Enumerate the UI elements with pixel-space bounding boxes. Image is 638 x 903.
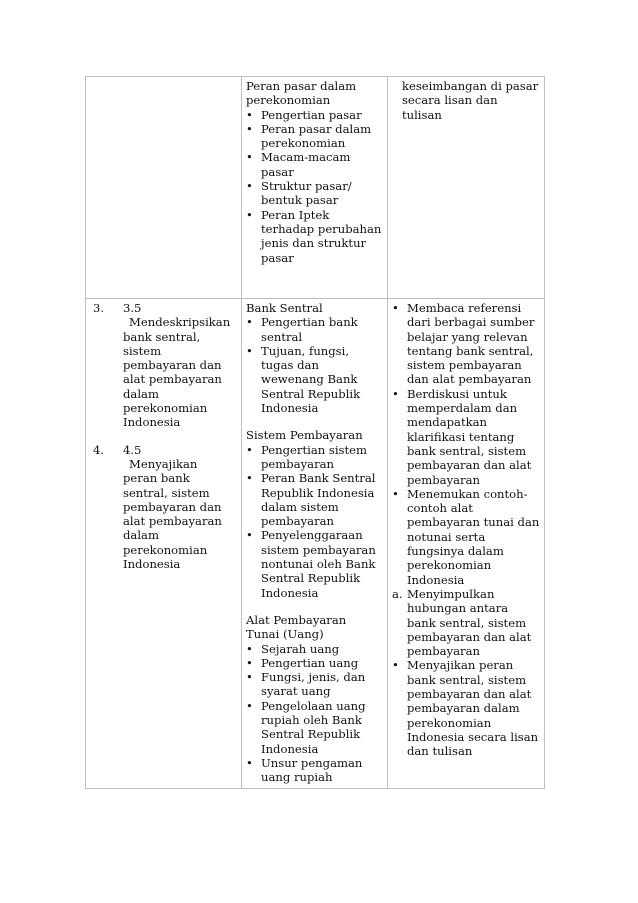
bullet-icon: •	[391, 486, 399, 501]
kd-item	[90, 301, 237, 430]
materi-lead: Peran pasar dalam perekonomian	[246, 79, 357, 108]
bullet-icon: •	[246, 150, 253, 165]
table-cell-kd	[86, 299, 242, 789]
list-item: • Peran pasar dalam perekonomian	[246, 121, 372, 151]
bullet-icon: •	[246, 670, 253, 685]
list-item: • Pengertian uang	[246, 655, 359, 670]
list-item: • Membaca referensi dari berbagai sumber belajar yang relevan tentang bank sentral, sistem pembayaran dan alat pembayaran	[391, 301, 535, 387]
list-item: • Sejarah uang	[246, 641, 340, 656]
bullet-icon: •	[246, 107, 253, 122]
kd-item	[90, 443, 237, 572]
table-cell-kegiatan	[387, 299, 544, 789]
list-item: • Berdiskusi untuk memperdalam dan mendapatkan klarifikasi tentang bank sentral, sistem pembayaran dan alat pembayaran	[391, 386, 532, 487]
kegiatan-lead: keseimbangan di pasar secara lisan dan tulisan	[401, 79, 539, 122]
bullet-icon: •	[246, 641, 253, 656]
list-item: • Menemukan contoh-contoh alat pembayaran tunai dan notunai serta fungsinya dalam perekonomian Indonesia	[391, 486, 540, 587]
kd-code: 3.5	[123, 301, 142, 315]
bullet-icon: •	[246, 207, 253, 222]
table-cell-materi	[242, 299, 388, 789]
list-item: • Menyajikan peran bank sentral, sistem pembayaran dan alat pembayaran dalam perekonomian Indonesia secara lisan dan tulisan	[391, 658, 539, 759]
table-cell-kd	[86, 77, 242, 299]
list-marker: a.	[391, 586, 403, 601]
kd-code: 4.5	[123, 442, 142, 457]
kd-number: 4.	[93, 442, 105, 457]
table-cell-kegiatan	[387, 77, 544, 299]
bullet-icon: •	[391, 386, 399, 401]
bullet-icon: •	[246, 528, 253, 543]
bullet-icon: •	[246, 442, 253, 457]
bullet-icon: •	[246, 315, 253, 330]
bullet-icon: •	[246, 471, 253, 486]
list-item: • Peran Iptek terhadap perubahan jenis dan struktur pasar	[246, 207, 382, 265]
bullet-icon: •	[246, 343, 253, 358]
bullet-icon: •	[246, 121, 253, 136]
list-item: • Pengertian bank sentral	[246, 315, 358, 344]
list-item: a. Menyimpulkan hubungan antara bank sentral, sistem pembayaran dan alat pembayaran	[391, 586, 532, 659]
list-item: • Peran Bank Sentral Republik Indonesia dalam sistem pembayaran	[246, 471, 376, 529]
list-item: • Pengelolaan uang rupiah oleh Bank Sentral Republik Indonesia	[246, 698, 366, 756]
bullet-icon: •	[246, 698, 253, 713]
bullet-icon: •	[246, 179, 253, 194]
list-item: • Unsur pengaman uang rupiah	[246, 755, 363, 785]
bullet-icon: •	[246, 755, 253, 770]
section-heading: Alat Pembayaran Tunai (Uang)	[246, 612, 347, 642]
list-item: • Penyelenggaraan sistem pembayaran nontunai oleh Bank Sentral Republik Indonesia	[246, 528, 376, 600]
table-row	[86, 77, 545, 299]
list-item: • Pengertian pasar	[246, 107, 362, 122]
list-item: • Tujuan, fungsi, tugas dan wewenang Bank Sentral Republik Indonesia	[246, 343, 361, 416]
kd-number: 3.	[93, 301, 105, 315]
list-item: • Fungsi, jenis, dan syarat uang	[246, 670, 366, 699]
section-heading: Sistem Pembayaran	[246, 428, 363, 443]
list-item: • Macam-macam pasar	[246, 150, 351, 179]
kd-description: bank sentral, sistem pembayaran dan alat pembayaran dalam perekonomian Indonesia	[123, 329, 222, 430]
bullet-icon: •	[246, 655, 253, 670]
bullet-icon: •	[391, 658, 399, 673]
table-cell-materi	[242, 77, 388, 299]
section-heading: Bank Sentral	[246, 301, 323, 315]
kd-verb: Menyajikan	[129, 456, 198, 471]
kd-verb: Mendeskripsikan	[129, 315, 231, 330]
table-row	[86, 299, 545, 789]
list-item: • Struktur pasar/ bentuk pasar	[246, 179, 352, 208]
list-item: • Pengertian sistem pembayaran	[246, 442, 368, 471]
bullet-icon: •	[391, 301, 399, 315]
kd-description: peran bank sentral, sistem pembayaran dan alat pembayaran dalam perekonomian Indonesia	[123, 471, 222, 572]
syllabus-table	[85, 76, 545, 789]
